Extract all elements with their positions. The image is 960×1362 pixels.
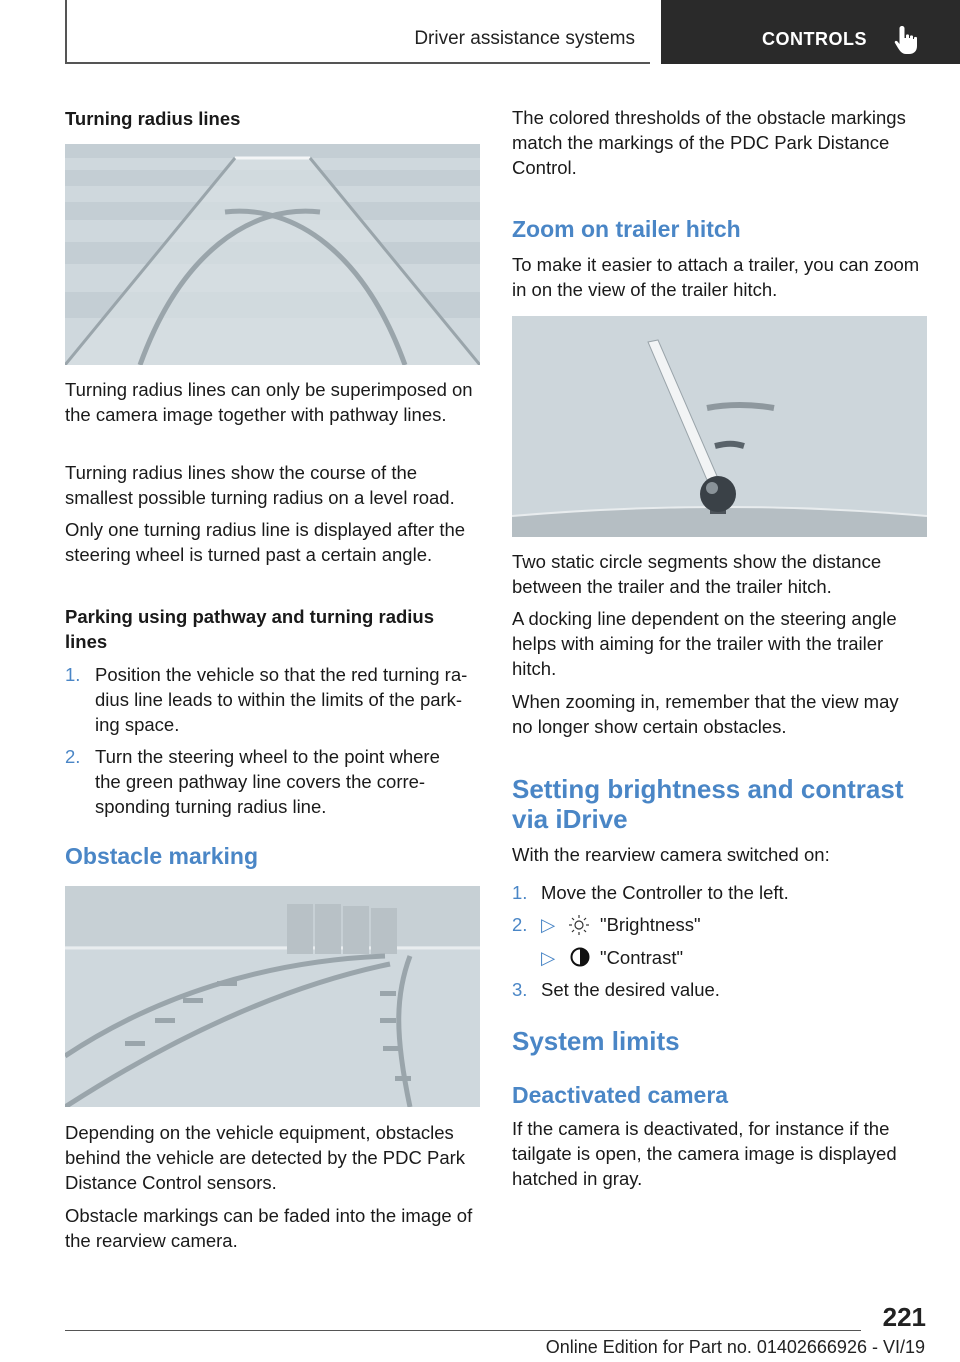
menu-contrast: "Contrast": [600, 947, 684, 968]
controls-tab-label: CONTROLS: [762, 29, 867, 49]
step-text: Position the vehicle so that the red turning ra‐dius line leads to within the limits of the park‐ing space.: [95, 664, 468, 735]
sun-icon: [568, 914, 590, 936]
paragraph-camera-on: With the rearview camera switched on:: [512, 844, 830, 865]
step-number: 2.: [65, 746, 81, 767]
heading-obstacle-marking: Obstacle marking: [65, 843, 259, 869]
paragraph-zooming: When zooming in, remember that the view may no longer show certain obstacles.: [512, 691, 899, 737]
step-number: 1.: [512, 882, 528, 903]
paragraph-zoom: To make it easier to attach a trailer, you can zoom in on the view of the trailer hitch.: [512, 254, 920, 300]
step-number: 3.: [512, 979, 528, 1000]
footer-rule: [65, 1330, 861, 1331]
paragraph-turning-1: Turning radius lines can only be superimposed on the camera image together with pathway lines.: [65, 379, 473, 425]
paragraph-docking-line: A docking line dependent on the steering angle helps with aiming for the trailer with the trailer hitch.: [512, 608, 897, 679]
header-rule-bottom: [65, 62, 650, 64]
step-text: Move the Controller to the left.: [541, 882, 789, 903]
hand-pointer-icon: [893, 24, 923, 56]
contrast-icon: [569, 946, 591, 968]
step-number: 1.: [65, 664, 81, 685]
step-arrow: ▷: [541, 947, 556, 968]
header-section-title: Driver assistance systems: [414, 28, 635, 49]
heading-system-limits: System limits: [512, 1026, 680, 1056]
heading-deactivated-camera: Deactivated camera: [512, 1082, 729, 1108]
menu-brightness: "Brightness": [600, 914, 701, 935]
paragraph-obstacle-2: Obstacle markings can be faded into the image of the rearview camera.: [65, 1205, 473, 1251]
step-text: Set the desired value.: [541, 979, 720, 1000]
heading-brightness-contrast: Setting brightness and contrast via iDrive: [512, 774, 904, 834]
paragraph-circle-segments: Two static circle segments show the distance between the trailer and the trailer hitch.: [512, 551, 882, 597]
step-arrow: ▷: [541, 914, 556, 935]
paragraph-deactivated: If the camera is deactivated, for instance if the tailgate is open, the camera image is displayed hatched in gray.: [512, 1118, 897, 1189]
header-rule-left: [65, 0, 67, 64]
footer-edition: Online Edition for Part no. 01402666926 - VI/19: [545, 1337, 925, 1357]
paragraph-turning-3: Only one turning radius line is displayed after the steering wheel is turned past a certain angle.: [65, 519, 466, 565]
obstacle-marking-figure: [65, 886, 480, 1107]
paragraph-obstacle-1: Depending on the vehicle equipment, obstacles behind the vehicle are detected by the PDC Park Distance Control sensors.: [65, 1122, 466, 1193]
heading-parking-pathway: Parking using pathway and turning radius lines: [65, 606, 435, 652]
heading-turning-radius-lines: Turning radius lines: [65, 108, 241, 129]
page-number: 221: [882, 1302, 926, 1332]
step-text: Turn the steering wheel to the point where the green pathway line covers the corre‐sponding turning radius line.: [95, 746, 440, 817]
step-number: 2.: [512, 914, 528, 935]
turning-radius-figure: [65, 144, 480, 365]
heading-zoom-trailer-hitch: Zoom on trailer hitch: [512, 216, 741, 242]
paragraph-turning-2: Turning radius lines show the course of the smallest possible turning radius on a level road.: [65, 462, 455, 508]
paragraph-thresholds: The colored thresholds of the obstacle markings match the markings of the PDC Park Distance Control.: [512, 107, 906, 178]
trailer-hitch-figure: [512, 316, 927, 537]
